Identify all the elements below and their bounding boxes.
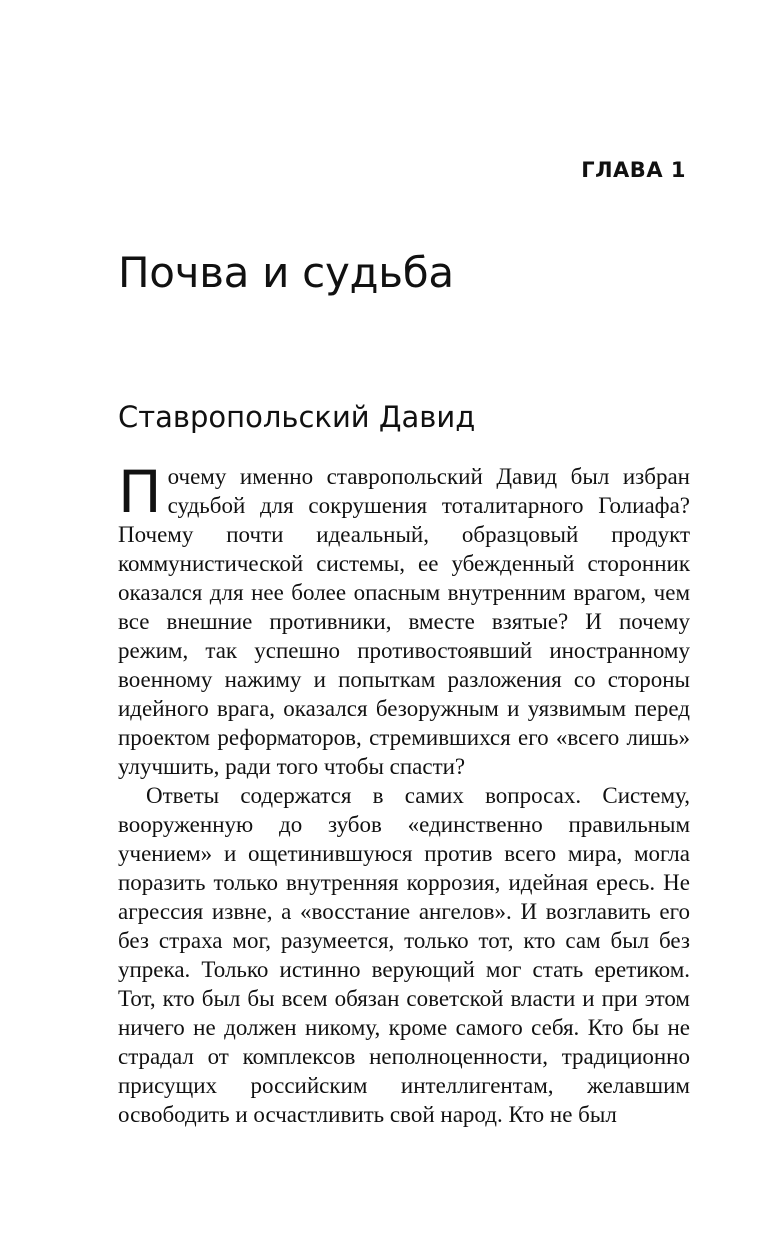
chapter-label: ГЛАВА 1 [581, 158, 686, 182]
paragraph-second: Ответы содержатся в самих вопросах. Систему, вооруженную до зубов «единственно правильным учением» и ощетинившуюся против всего мира, могла поразить только внутренняя коррозия, идейная ересь. Не агрессия извне, а «восстание ангелов». И возглавить его без страха мог, разумеется, только тот, кто сам был без упрека. Только истинно верующий мог стать еретиком. Тот, кто был бы всем обязан советской власти и при этом ничего не должен никому, кроме самого себя. Кто бы не страдал от комплексов неполноценности, традиционно присущих российским интеллигентам, желавшим освободить и осчастливить свой народ. Кто не был [118, 783, 690, 1127]
chapter-title: Почва и судьба [118, 248, 454, 297]
body-text [118, 458, 690, 1129]
paragraph-first-text: очему именно ставропольский Давид был избран судьбой для сокрушения тоталитарного Голиафа? Почему почти идеальный, образцовый продукт коммунистической системы, ее убежденный сторонник оказался для нее более опасным внутренним врагом, чем все внешние противники, вместе взятые? И почему режим, так успешно противостоявший иностранному военному нажиму и попыткам разложения со стороны идейного врага, оказался безоружным и уязвимым перед проектом реформаторов, стремившихся его «всего лишь» улучшить, ради того чтобы спасти? [118, 464, 690, 779]
paragraph-first [118, 458, 690, 781]
drop-cap: П [118, 458, 162, 526]
section-title: Ставропольский Давид [118, 400, 476, 434]
